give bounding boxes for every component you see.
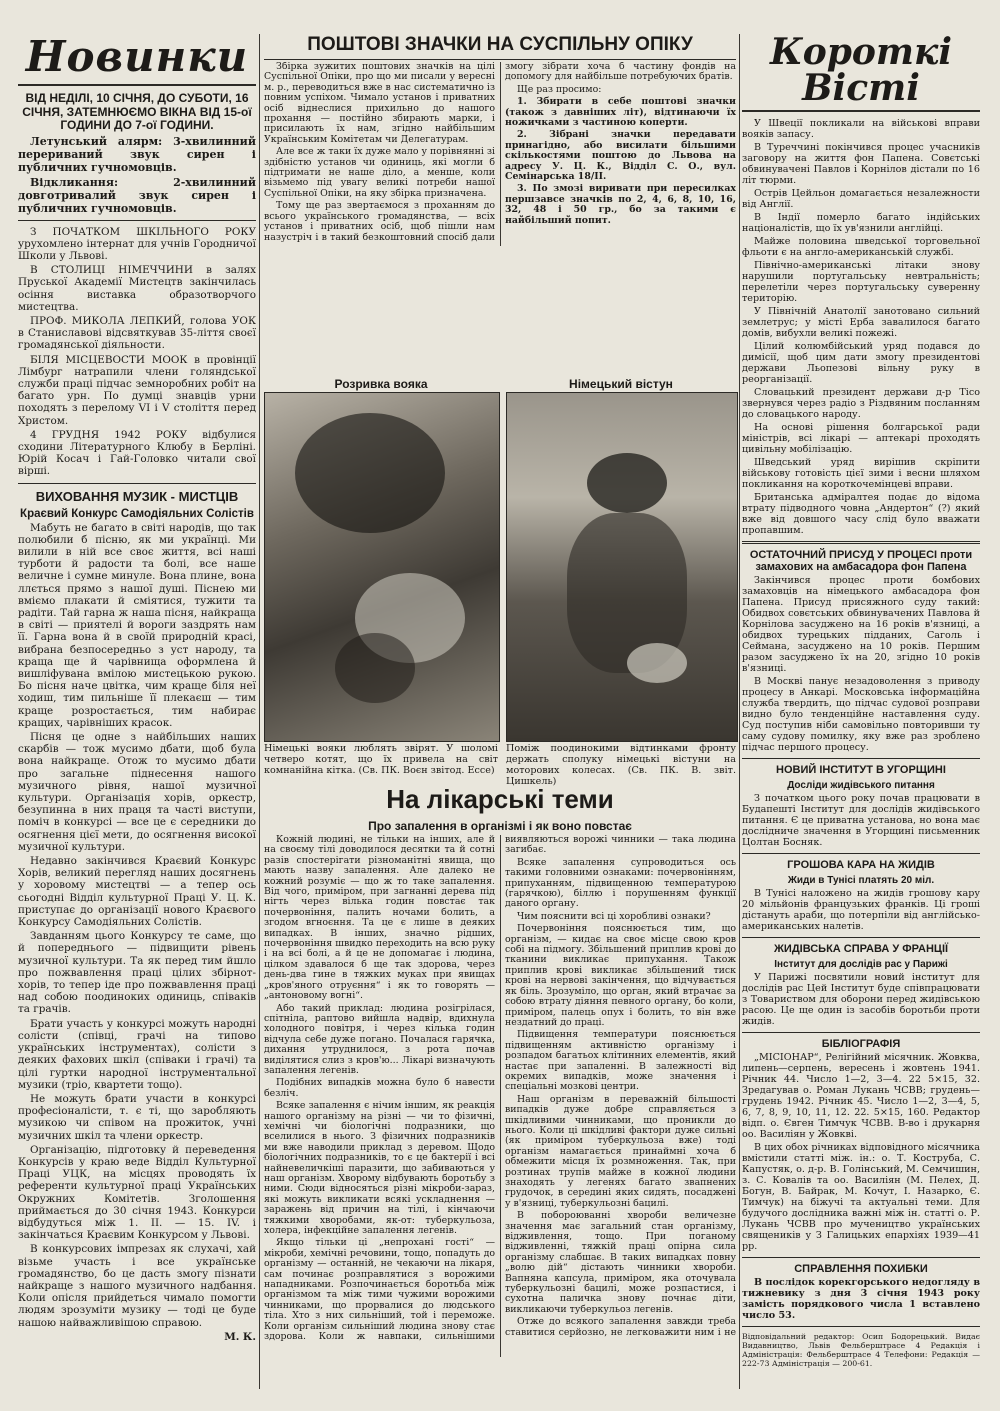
france-article-title: ЖИДІВСЬКА СПРАВА У ФРАНЦІЇ xyxy=(773,943,949,955)
divider xyxy=(742,1257,980,1258)
article-paragraph: Організацію, підготовку й переведення Конкурсів у краю веде Відділ Культурної Праці УЦК, на місцях проводять їх референти культурної праці Українських Окружних Комітетів. Зголошення приймається до 30 січня 1943. Конкурси відбудуться між 1. ІІ. — 15. IV. і закінчаться Краєвим Конкурсом у Львові. xyxy=(18,1143,256,1242)
photo-title-left: Розривка вояка xyxy=(334,377,428,391)
stamps-article-body xyxy=(264,62,736,246)
fine-article-title: ГРОШОВА КАРА НА ЖИДІВ xyxy=(787,859,935,871)
imprint: Відповідальний редактор: Осип Бодорецький. Видає Видавництво, Львів Фельберштрасе 4 Редакція і Адміністрація: Фельберштрасе 4 Телефони: Редакція — 222-73 Адміністрація — 200-61. xyxy=(742,1332,980,1368)
article-paragraph: В побороюванні хвороби величезне значення має загальний стан організму, відживлення, тощо. При поганому відживленні, тяжкій праці опірна сила організму слабшає. В таких випадках повну „волю дій“ дістають чинники хвороби. Вапняна капсула, приміром, яка оточувала туберкульозні бацилі, може розпастися, і сухотна паличка знову почнає діти, викликаючи туберкульоз легенів. xyxy=(505,1210,736,1315)
article-paragraph: З початком цього року почав працювати в Будапешті Інститут для дослідів жидівського питання. Є це приватна установа, но вона має дослідниче значення в Угорщині письменник Цолтан Босняк. xyxy=(742,793,980,848)
korotki-visti-masthead: Короткі Вісті xyxy=(742,34,980,112)
news-item: 4 ГРУДНЯ 1942 РОКУ відбулися сходини Літературного Клюбу в Берліні. Юрій Косач і Гай-Головко читали свої вірші. xyxy=(18,428,256,478)
medical-article-subtitle: Про запалення в організмі і як воно повстає xyxy=(368,819,632,833)
article-paragraph: В послідок корекгорського недогляду в тижневику з дня 3 січня 1943 року замість порядкового числа 1 вставлено число 53. xyxy=(742,1277,980,1321)
news-item: Північно-американські літаки знову нарушили португальську невтральність; перелетіли через португальську суверенну територію. xyxy=(742,260,980,304)
article-paragraph: В Тунісі наложено на жидів грошову кару 20 мільйонів французьких франків. Ці гроші дістануть араби, що потерпіли від англійсько-американських налетів. xyxy=(742,888,980,932)
article-paragraph: Всяке запалення супроводиться ось такими головними ознаками: почервонінням, припуханням, підвищенною температурою (гарячкою), біллю і порушенням функції даного органу. xyxy=(505,856,736,910)
messenger-photo xyxy=(506,392,738,742)
news-item: ПРОФ. МИКОЛА ЛЕПКИЙ, голова УОК в Станиславові відсвяткував 35-ліття своєї громадянської діяльности. xyxy=(18,314,256,352)
divider xyxy=(742,1326,980,1327)
institute-article-title: НОВИЙ ІНСТИТУТ В УГОРЩИНІ xyxy=(776,764,946,776)
article-paragraph: Ще раз просимо: xyxy=(517,83,602,95)
article-paragraph: Якщо тільки ці „непрохані гості“ — мікроби, хемічні речовини, тощо, попадуть до організму — останній, не чекаючи на лікаря, сам починає розправлятися з ворожими нападниками. Розпочинається боротьба між організмом та між тими чужими ворожими чинниками, що прорвалися до людського тіла. Хто з них сильніший, той і переможе. Коли організм сильніший людина знову стає здорова. Коли ж навпаки, сильнішими виявляються ворожі чинники — така людина загибає. xyxy=(264,835,736,1343)
fine-article-subtitle: Жиди в Тунісі платять 20 міл. xyxy=(787,875,935,886)
article-paragraph: Всяке запалення є нічим іншим, як реакція нашого організму на різні — чи то фізичні, хемічні чи біологічні подразники, що вселилися в нього. З фізичних подразників ми вже наводили приклад з деревом. Щодо біологічних подразників, то є це бактерії і всі найневеличкіші паразити, що забиваються у наш організм. Хворому відбувають боротьбу з ними. Сюди відносяться різні мікроби-зараз, які можуть викликати всякі ускладнення — заражень від причин на тілі, і кінчаючи тяжкими хворобами, як-от: туберкульоза, холера, інфекційне запалення легенів. xyxy=(264,1100,495,1237)
article-paragraph: Чим пояснити всі ці хоробливі ознаки? xyxy=(517,910,711,922)
article-paragraph: „МІСІОНАР“, Релігійний місячник. Жовква, липень—серпень, вересень і жовтень 1941. Річник 44. Число 1—2, 3—4. 22 5×15, 32. Зредагував о. Роман Лукань ЧСВВ; грудень—грудень 1942. Річник 45. Число 1—2, 3—4, 5, 6, 7, 8, 9, 10, 11, 12. 22. 5×15, 160. Редактор відп. о. Євген Тимчук ЧСВВ. В-во і друкарня оо. Василіян у Жовкві. xyxy=(742,1052,980,1140)
divider xyxy=(742,937,980,938)
news-item: В Туреччині покінчився процес учасників заговору на життя фон Папена. Совєтські обвинувачені Павлов і Корнілов дістали по 16 літ тюрми. xyxy=(742,142,980,186)
news-item: Цілий колюмбійський уряд подався до димісії, щоб цим дати змогу президентові держави Льопезові вільну руку в реорганізації. xyxy=(742,341,980,385)
article-signature: М. К. xyxy=(224,1330,256,1343)
article-paragraph: Завданням цього Конкурсу те саме, що й попереднього — підвищити рівень музичної культури. Та як перед тим йшло про пожвавлення праці цілих збірнот-хорів, то тепер іде про пожвавлення праці над собою поодиноких одиниць, співаків та грачів. xyxy=(18,930,256,1016)
news-item: Британська адміралтея подає до відома втрату підводного човна „Андертон“ (?) який вже від довшого часу слід було вважати пропавшим. xyxy=(742,492,980,536)
article-paragraph: Або такий приклад: людина розігрілася, спітніла, раптово вийшла надвір, вдихнула холодного повітря, і через кілька годин відчула себе дуже погано. Почалася гарячка, дихання утруднилося, з рота почав виділятися слиз з кров'ю... Лікарі визначують запалення легенів. xyxy=(264,1002,495,1076)
novynky-masthead: Новинки xyxy=(18,34,256,86)
article-paragraph: Брати участь у конкурсі можуть народні солісти (співці, грачі на типово українських інструментах), солісти з деяких фахових шкіл (співаки і грачі) та цілі гуртки народної інструментальної музики (тріо, квартети тощо). xyxy=(18,1017,256,1091)
news-item: В СТОЛИЦІ НІМЕЧЧИНИ в залях Пруської Академії Мистецтв закінчилась осіння виставка образотворчого мистецтва. xyxy=(18,264,256,313)
article-paragraph: Наш організм в переважній більшості випадків дуже добре справляється з шкідливими чинниками, що проникли до нього. Коли ці шкідливі фактори дуже сильні (як приміром туберкульоза вже) тоді організм намагається принаймні хоча б обмежити місця їх розмноження. Так, при розтинах трупів майже в кожної людини знаходять у легенях багато звапнених грудочок, в середині яких сидять, посаджені у в'язниці, туберкульозні бацилі. xyxy=(505,1093,736,1209)
news-item: Шведський уряд вирішив скріпити військову готовість цієї зими і весни шляхом покликання на короткочемінцеві вправи. xyxy=(742,457,980,490)
article-paragraph: Подібних випадків можна було б навести безліч. xyxy=(264,1077,495,1099)
news-item: У Північній Анатолії занотовано сильний землетрус; у місті Ерба завалилося багато домів, вибухли великі пожежі. xyxy=(742,306,980,339)
article-paragraph: Не можуть брати участи в конкурсі професіоналісти, т. є ті, що заробляють музикою чи співом на прожиток, учні музичних шкіл та члени оркестр. xyxy=(18,1092,256,1142)
article-paragraph: Закінчився процес проти бомбових замаховців на німецького амбасадора фон Папена. Присуд присяжного суду такий: Обидвох совєтських обвинувачених Павлова й Корнілова засуджено на 16 років в'язниці, а обидвох турецьких підданих, Саголь і Сеймана, засуджено на 10 років. Першим разом засуджено їх на 20, згідно 10 років в'язниці. xyxy=(742,575,980,674)
article-paragraph: Почервоніння пояснюється тим, що організм, — кидає на своє місце свою кров собі на підмогу. Збільшений приплив крові до тканини викликає припухання. Також приплив крові викликає збільшений тиск крові на нервові закінчення, що відчувається як біль. Зрозуміло, що орган, який втрачає за собою втрату діяння певного органу, бо коли, приміром, палець опух і болить, то він вже нездатний до праці. xyxy=(505,923,736,1028)
divider xyxy=(742,541,980,544)
article-paragraph: В Москві панує незадоволення з приводу процесу в Анкарі. Московська інформаційна служба твердить, що підчас судової розправи видно було тенденційне наставлення суду. Суд поступив ніби самовільно повторивши ту саму судову помилку, яку вже раз зроблено підчас першого процесу. xyxy=(742,676,980,753)
column-rule xyxy=(739,34,740,1389)
divider xyxy=(742,853,980,854)
article-paragraph: У Парижі посвятили новий інститут для дослідів рас Цей Інститут буде співпрацювати з Товариством для оборони перед жидівською расою. Це ще один із засобів боротьби проти жидів. xyxy=(742,972,980,1027)
news-item: Острів Цейльон домагається незалежности від Англії. xyxy=(742,188,980,210)
music-article-subtitle: Краєвий Конкурс Самодіяльних Солістів xyxy=(20,507,254,520)
article-paragraph: Але все ж таки їх дуже мало у порівнянні зі здібністю установ чи одиниць, які могли б підтримати не наше діло, а менше, коли візьмемо під увагу великі потреби нашої Суспільної Опіки, на яку збірка призначена. xyxy=(264,146,495,199)
photo-caption-right: Поміж поодинокими відтинками фронту держать сполуку німецькі вістуни на моторових колесах. (Св. ПК. В. звіт. Цишкель) xyxy=(506,743,736,787)
divider xyxy=(18,483,256,484)
article-paragraph: Кожній людині, не тільки на інших, але й на своєму тілі доводилося десятки та й сотні разів спостерігати різноманітні явища, що мають назву запалення. Але далеко не кожний розуміє — що ж то таке запалення. Від чого, приміром, при загнанні дерева під нігть через вілька годин повстає так почервоніння, палить ночами болить, а згодом вгноєння. Та це є лише в деяких випадках. В інших, значно рідших, почервоніння швидко переходить на всю руку і на всі болі, а й це не допомагає і людина, цілком здавалося б ще так здорова, через день-два гине в тяжких муках при явищах „кров'яного отруєння“ і як то говорять — „антоновому вогні“. xyxy=(264,835,495,1002)
column-right xyxy=(742,34,980,1394)
article-paragraph: Тому ще раз звертаємося з проханням до всього українського громадянства, — всіх установ і приватних осіб, щоб пішли нам назустріч і в такий безкоштовний спосіб дали змогу зібрати хоча б частину фондів на допомогу для найбільше потребуючих братів. xyxy=(264,62,736,243)
article-paragraph: 3. По змозі виривати при пересилках першзавсе значків по 2, 4, 6, 8, 10, 16, 32, 48 і 50 гр., бо за такими є найбільший попит. xyxy=(505,183,736,226)
article-paragraph: Пісня це одне з найбільших наших скарбів — тож мусимо дбати, щоб була вона найкраще. Отож то мусимо дбати про загальне піднесення нашого музичного рівня, нашої музичної культури. Організація хорів, оркестр, безупинна в них праця та часті виступи, поміч в конкурсі — все це є середники до осягнення цієї мети, до осягнення високої музичної культури. xyxy=(18,731,256,853)
medical-article-body xyxy=(264,835,736,1357)
article-paragraph: Отже до всякого запалення завжди треба ставитися серйозно, не легковажити ним і не xyxy=(505,1316,736,1338)
news-item: БІЛЯ МІСЦЕВОСТИ МООК в провінції Лімбург натрапили члени голяндської служби праці підчас земноробних робіт на багато урн. По думці знавців урни походять з переломy VI і V століття перед Христом. xyxy=(18,353,256,427)
article-paragraph: В конкурсових імпрезах як слухачі, хай візьме участь і все українське громадянство, бо це дасть змогу пізнати найкраще з нашого музичного надбання. Коли опісля прийдеться чимало помогти людям зрозуміти музику — тоді це буде нашою найважливішою справою. xyxy=(18,1243,256,1329)
photo-title-right: Німецький вістун xyxy=(569,377,673,391)
article-paragraph: 2. Зібрані значки передавати принагідно, або висилати більшими скількостями поштою до Львова на адресу У. Ц. К., Відділ С. О., вул. Семінарська 18/ІІ. xyxy=(505,129,736,183)
air-alarm-text: Летунський алярм: 3-хвилинний перериваний звук сирен і публичних гучномовців. xyxy=(18,134,256,174)
france-article-subtitle: Інститут для дослідів рас у Парижі xyxy=(774,959,948,970)
stamps-article-title: ПОШТОВІ ЗНАЧКИ НА СУСПІЛЬНУ ОПІКУ xyxy=(264,34,736,60)
article-paragraph: В цих обох річниках відповідного місячника вмістили статті між. ін.: о. Т. Коструба, С. Капустяк, о. д-р. В. Голінський, М. Семчишин, з. С. Ковалів та оо. Василіян (М. Пелех, Д. Богун, В. Байрак, М. Кочут, І. Назарко, Є. Тимчук) на біжучі та актуальні теми. Для будучого дослідника важні між ін. статті о. Р. Лукань ЧСВВ про мучеництво українських священиків у З Галицьких епархіях 1939—41 рр. xyxy=(742,1142,980,1252)
column-left xyxy=(18,34,256,1343)
blackout-notice: ВІД НЕДІЛІ, 10 СІЧНЯ, ДО СУБОТИ, 16 СІЧНЯ, ЗАТЕМНЮЄМО ВІКНА ВІД 15-ої ГОДИНИ ДО 7-ої ГОДИНИ. xyxy=(22,91,252,132)
institute-article-subtitle: Досліди жидівського питання xyxy=(787,780,935,791)
news-item: З ПОЧАТКОМ ШКІЛЬНОГО РОКУ урухомлено інтернат для учнів Городничої Школи у Львові. xyxy=(18,225,256,262)
all-clear-text: Відкликання: 2-хвилинний довготривалий звук сирен і публичних гучномовців. xyxy=(18,175,256,215)
divider xyxy=(742,1032,980,1033)
bibliography-title: БІБЛІОГРАФІЯ xyxy=(821,1038,901,1050)
news-item: В Індії померло багато індійських націоналістів, що їх ув'язнили англійці. xyxy=(742,212,980,234)
article-paragraph: Підвищення температури пояснюється підвищенням активністю організму і розпадом багатьох клітинних елементів, який настає при запаленні. В залежності від окремих випадків, може значення і спеціальні мозкові центри. xyxy=(505,1029,736,1093)
soldier-kittens-photo xyxy=(264,392,500,742)
article-paragraph: Недавно закінчився Краєвий Конкурс Хорів, великий перегляд наших досягнень у хоровому мистецтві — а тепер ось сьогодні Відділ культурної Праці У. Ц. К. приступає до організації нового Краєвого Конкурсу Самодіяльних Солістів. xyxy=(18,855,256,929)
music-article-title: ВИХОВАННЯ МУЗИК - МИСТЦІВ xyxy=(35,488,239,504)
news-item: У Швеції покликали на військові вправи вояків запасу. xyxy=(742,118,980,140)
article-paragraph: Мабуть не багато в світі народів, що так полюбили б пісню, як ми українці. Ми вилили в ній все своє життя, всі наші турботи й радости та болі, все наше величне і сумне минуле. Вона плине, вона ллється прямо з нашої душі. Піснею ми вміємо плакати й сміятися, тужити та радіти. Тай гарна ж наша пісня, найкраща в світі — приятелі й вороги заздрять нам її. Гарна вона й в своїй природній красі, вибрана безпосередньо з уст народу, та краща ще й чарівнища оформлена й вишліфувана вмілою мистецькою рукою. Бо пісня наче цвітка, чим краще біля неї ходиш, тим пильніше її плекаєш — тим краще розростається, тим набирає кращих, чарівніших красок. xyxy=(18,521,256,729)
article-paragraph: 1. Збирати в себе поштові значки (також з давніших літ), відтинаючи їх ножичками з частиною коперти. xyxy=(505,96,736,129)
medical-article-title: На лікарські теми xyxy=(386,784,614,814)
news-item: На основі рішення болгарської ради міністрів, всі лікарі — аптекарі проходять цивільну мобілізацію. xyxy=(742,422,980,455)
papen-article-title: ОСТАТОЧНИЙ ПРИСУД У ПРОЦЕСІ проти замахових на амбасадора фон Папена xyxy=(749,549,973,573)
divider xyxy=(18,220,256,221)
correction-title: СПРАВЛЕННЯ ПОХИБКИ xyxy=(794,1263,928,1275)
article-paragraph: Збірка зужитих поштових значків на цілі Суспільної Опіки, про що ми писали у вересні м. р., переводиться вже в нас систематично із повним успіхом. Чимало установ і приватних осіб віднеслися прихильно до нашого прохання — постійно збирають марки, і присилають їх нам, згідно найбільшим Українським Комітетам чи Делегатурам. xyxy=(264,62,495,145)
column-rule xyxy=(259,34,260,1389)
divider xyxy=(742,758,980,759)
photo-caption-left: Німецькі вояки люблять звірят. У шоломі четверо котят, що їх привела на світ комнанійна кітка. (Св. ПК. Воєн звітод. Ессе) xyxy=(264,743,498,776)
news-item: Словацький президент держави д-р Тісо звернувся через радіо з Різдвяним посланням до словацького народу. xyxy=(742,387,980,420)
news-item: Майже половина шведської торговельної фльоти є на англо-американській службі. xyxy=(742,236,980,258)
